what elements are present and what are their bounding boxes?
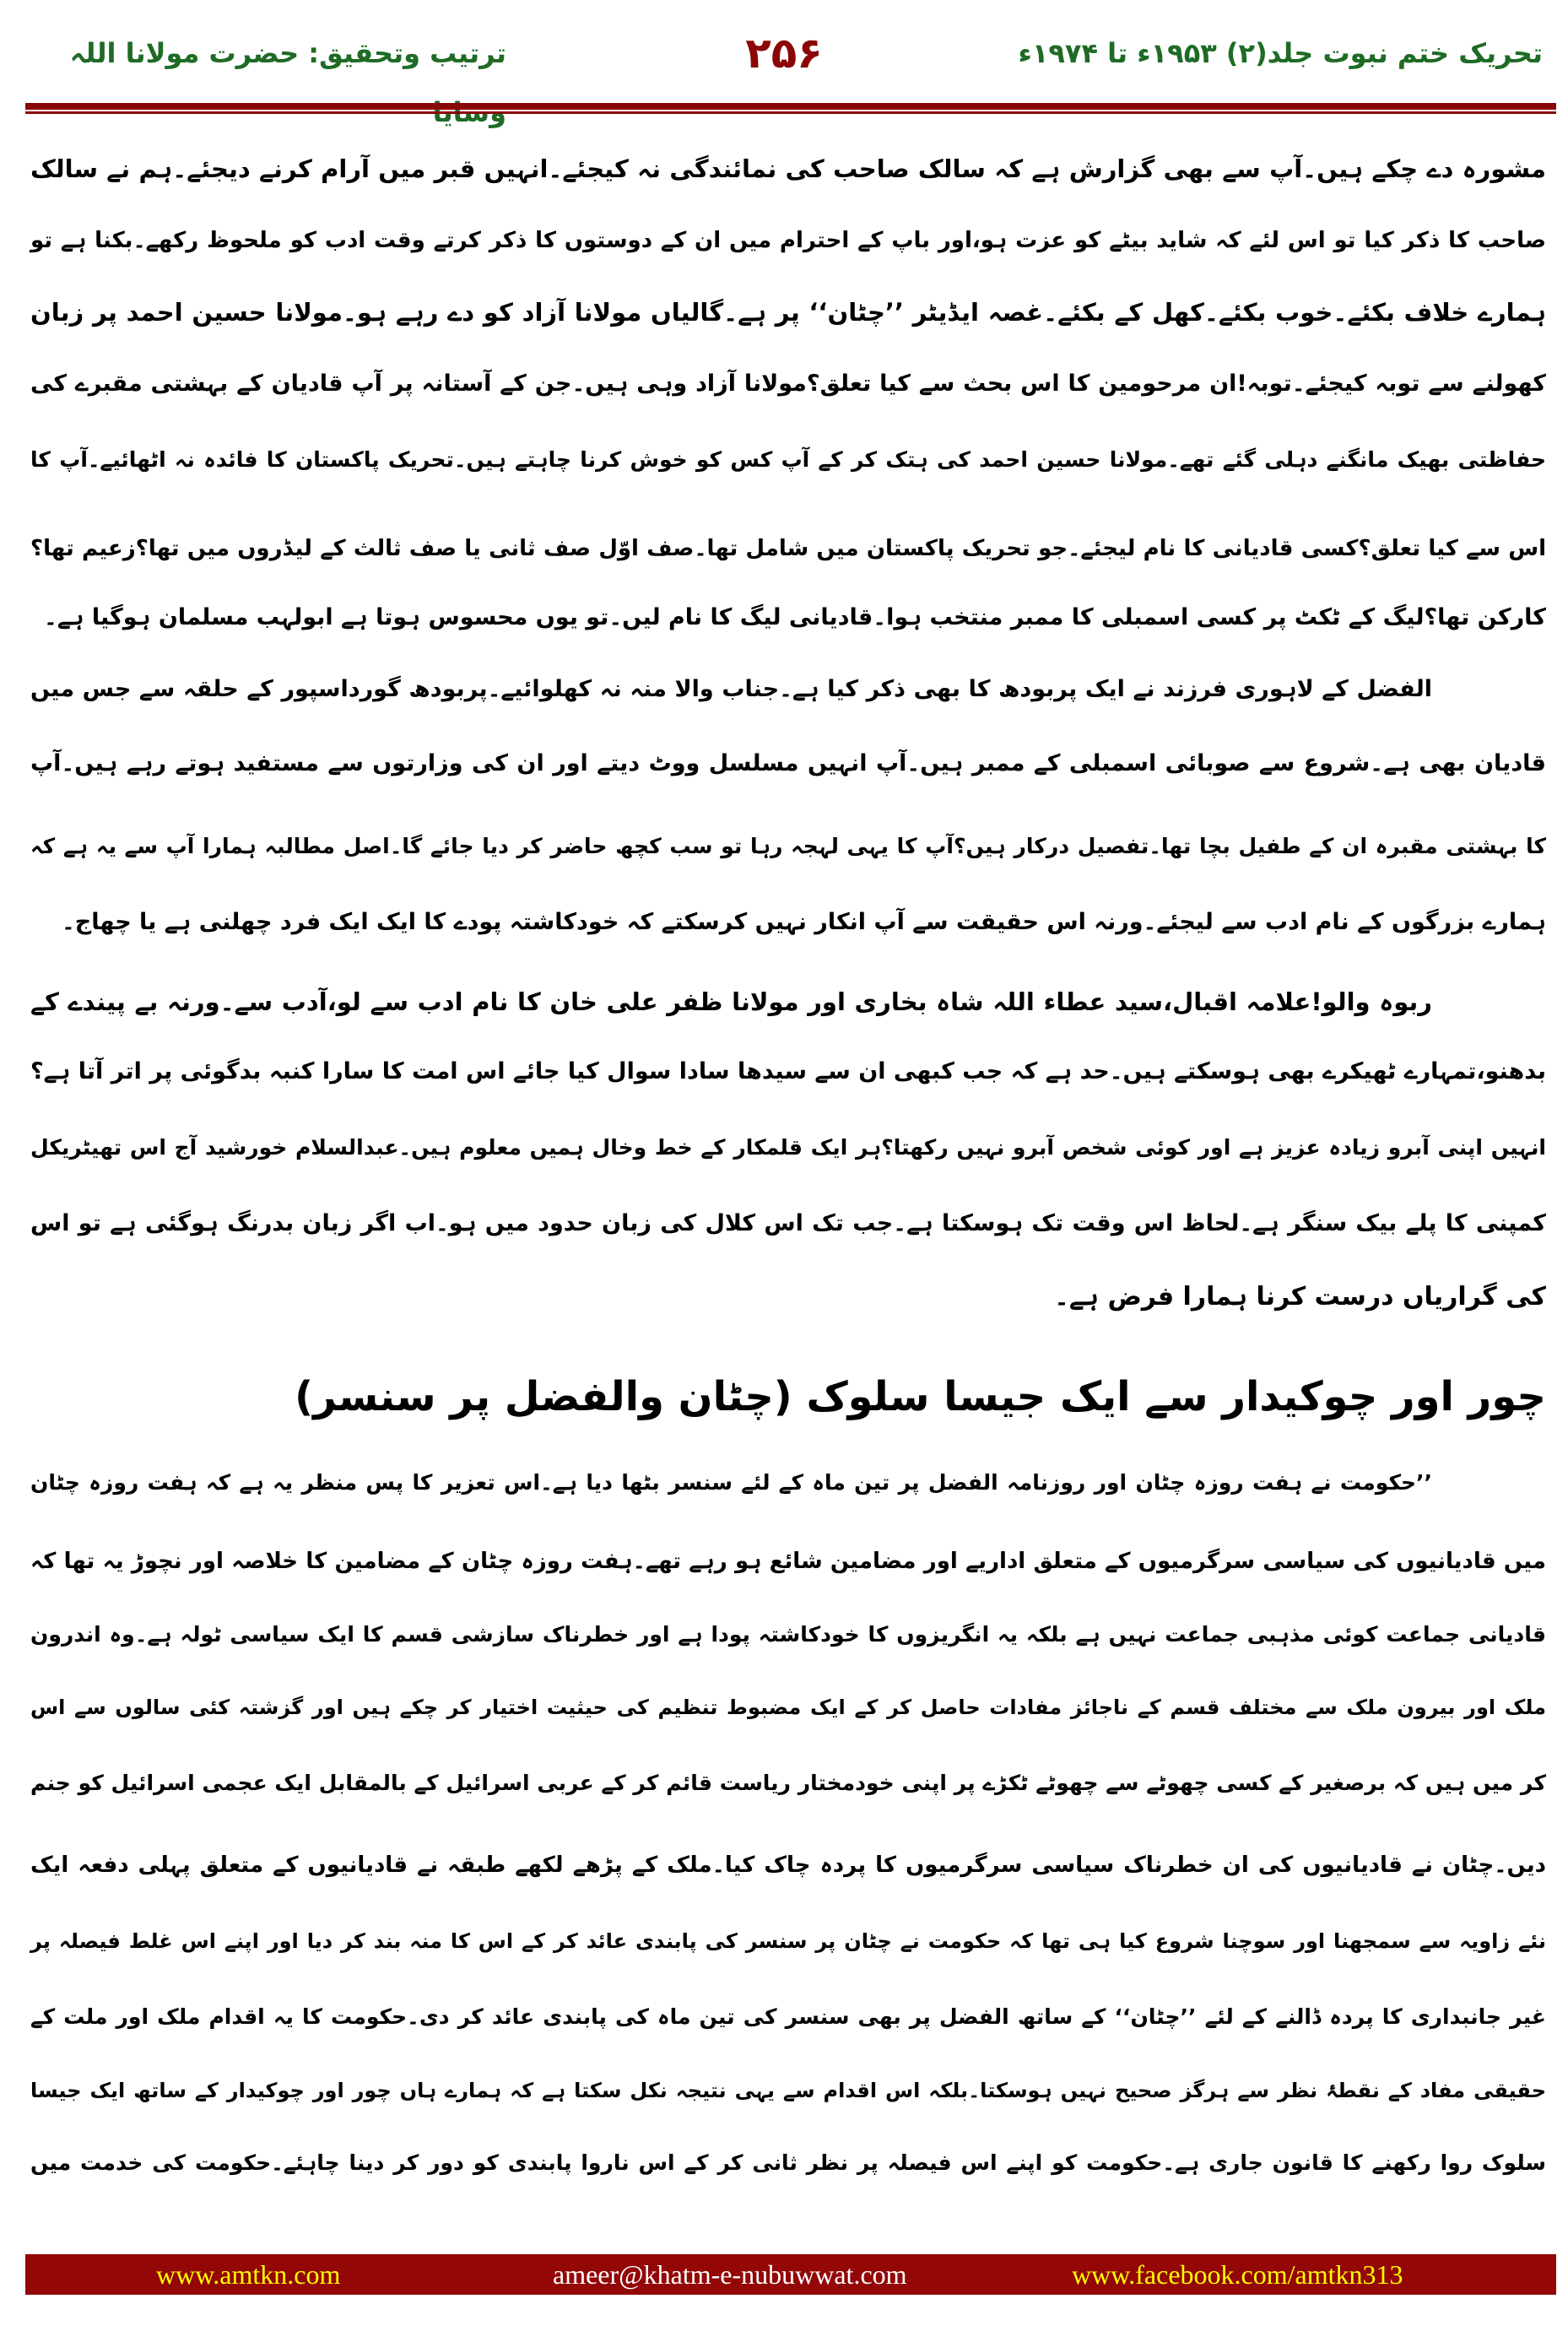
paragraph-p3-line: کی گراریاں درست کرنا ہمارا فرض ہے۔ <box>1054 1282 1546 1312</box>
paragraph-p1-line: مشورہ دے چکے ہیں۔آپ سے بھی گزارش ہے کہ سالک صاحب کی نمائندگی نہ کیجئے۔انہیں قبر میں آرام کرنے دیجئے۔ہم نے سالک <box>30 154 1546 183</box>
paragraph-p2-line: ہمارے بزرگوں کے نام ادب سے لیجئے۔ورنہ اس حقیقت سے آپ انکار نہیں کرسکتے کہ خودکاشتہ پودے کا ایک ایک فرد چھلنی ہے یا چھاج۔ <box>61 909 1546 935</box>
book-title: تحریک ختم نبوت جلد(۲) ۱۹۵۳ء تا ۱۹۷۴ء <box>1018 37 1543 69</box>
paragraph-p3-line: ربوہ والو!علامہ اقبال،سید عطاء اللہ شاہ بخاری اور مولانا ظفر علی خان کا نام ادب سے لو،آدب سے۔ورنہ بے پیندے کے <box>30 987 1432 1016</box>
paragraph-p4-line: غیر جانبداری کا پردہ ڈالنے کے لئے ’’چٹان‘‘ کے ساتھ الفضل پر بھی سنسر کی تین ماہ کی پابندی عائد کر دی۔حکومت کا یہ اقدام ملک اور ملت کے <box>30 2004 1546 2029</box>
page-number: ۲۵۶ <box>745 29 823 78</box>
paragraph-p4-line: حقیقی مفاد کے نقطۂ نظر سے ہرگز صحیح نہیں ہوسکتا۔بلکہ اس اقدام سے یہی نتیجہ نکل سکتا ہے کہ ہمارے ہاں چور اور چوکیدار کے ساتھ ایک جیسا <box>30 2079 1547 2102</box>
paragraph-p4-line: ملک اور بیرون ملک سے مختلف قسم کے ناجائز مفادات حاصل کر کے ایک مضبوط تنظیم کی حیثیت اختیار کر چکے ہیں اور گزشتہ کئی سالوں سے اس <box>30 1696 1546 1719</box>
paragraph-p4-line: میں قادیانیوں کی سیاسی سرگرمیوں کے متعلق اداریے اور مضامین شائع ہو رہے تھے۔ہفت روزہ چٹان کے مضامین کا خلاصہ اور نچوڑ یہ تھا کہ <box>30 1549 1546 1574</box>
paragraph-p1-line: حفاظتی بھیک مانگنے دہلی گئے تھے۔مولانا حسین احمد کی ہتک کر کے آپ کس کو خوش کرنا چاہتے ہیں۔تحریک پاکستان کا فائدہ نہ اٹھائیے۔آپ کا <box>30 447 1546 472</box>
paragraph-p3-line: کمپنی کا پلے بیک سنگر ہے۔لحاظ اس وقت تک ہوسکتا ہے۔جب تک اس کلال کی زبان حدود میں ہو۔اب اگر زبان بدرنگ ہوگئی ہے تو اس <box>30 1210 1546 1236</box>
paragraph-p2-line: قادیان بھی ہے۔شروع سے صوبائی اسمبلی کے ممبر ہیں۔آپ انہیں مسلسل ووٹ دیتے اور ان کی وزارتوں سے مستفید ہوتے رہے ہیں۔آپ <box>30 750 1546 776</box>
paragraph-p4-line: دیں۔چٹان نے قادیانیوں کی ان خطرناک سیاسی سرگرمیوں کا پردہ چاک کیا۔ملک کے پڑھے لکھے طبقہ نے قادیانیوں کے متعلق پہلی دفعہ ایک <box>30 1853 1546 1878</box>
paragraph-p3-line: انہیں اپنی آبرو زیادہ عزیز ہے اور کوئی شخص آبرو نہیں رکھتا؟ہر ایک قلمکار کے خط وخال ہمیں معلوم ہیں۔عبدالسلام خورشید آج اس تھیٹریکل <box>30 1135 1546 1160</box>
paragraph-p3-line: بدھنو،تمہارے ٹھیکرے بھی ہوسکتے ہیں۔حد ہے کہ جب کبھی ان سے سیدھا سادا سوال کیا جائے اس امت کا سارا کنبہ بدگوئی پر اتر آتا ہے؟ <box>30 1058 1546 1084</box>
paragraph-p2-line: کا بہشتی مقبرہ ان کے طفیل بچا تھا۔تفصیل درکار ہیں؟آپ کا یہی لہجہ رہا تو سب کچھ حاضر کر دیا جائے گا۔اصل مطالبہ ہمارا آپ سے یہ ہے کہ <box>30 834 1546 858</box>
paragraph-p4-line: سلوک روا رکھنے کا قانون جاری ہے۔حکومت کو اپنے اس فیصلہ پر نظر ثانی کر کے اس ناروا پابندی کو دور کر دینا چاہئے۔حکومت کی خدمت میں <box>30 2150 1546 2175</box>
website-link[interactable]: www.amtkn.com <box>156 2259 341 2290</box>
email-link[interactable]: ameer@khatm-e-nubuwwat.com <box>553 2259 907 2290</box>
footer-bar <box>25 2254 1556 2295</box>
paragraph-p2-line: الفضل کے لاہوری فرزند نے ایک پربودھ کا بھی ذکر کیا ہے۔جناب والا منہ نہ کھلوائیے۔پربودھ گورداسپور کے حلقہ سے جس میں <box>30 676 1432 702</box>
section-heading: چور اور چوکیدار سے ایک جیسا سلوک (چٹان والفضل پر سنسر) <box>295 1373 1546 1420</box>
facebook-link[interactable]: www.facebook.com/amtkn313 <box>1072 2259 1403 2290</box>
paragraph-p4-line: ’’حکومت نے ہفت روزہ چٹان اور روزنامہ الفضل پر تین ماہ کے لئے سنسر بٹھا دیا ہے۔اس تعزیر کا پس منظر یہ ہے کہ ہفت روزہ چٹان <box>30 1470 1432 1495</box>
paragraph-p1-line: کھولنے سے توبہ کیجئے۔توبہ!ان مرحومین کا اس بحث سے کیا تعلق؟مولانا آزاد وہی ہیں۔جن کے آستانہ پر آپ قادیان کے بہشتی مقبرے کی <box>30 371 1546 397</box>
paragraph-p1-line: کارکن تھا؟لیگ کے ٹکٹ پر کسی اسمبلی کا ممبر منتخب ہوا۔قادیانی لیگ کا نام لیں۔تو یوں محسوس ہوتا ہے ابولہب مسلمان ہوگیا ہے۔ <box>44 604 1546 630</box>
paragraph-p4-line: نئے زاویہ سے سمجھنا اور سوچنا شروع کیا ہی تھا کہ حکومت نے چٹان پر سنسر کی پابندی عائد کر کے اس کا منہ بند کر دیا اور اپنے اس غلط فیصلہ پر <box>30 1929 1546 1953</box>
header-rule-thin <box>25 111 1556 114</box>
paragraph-p1-line: ہمارے خلاف بکئے۔خوب بکئے۔کھل کے بکئے۔غصہ ایڈیٹر ’’چٹان‘‘ پر ہے۔گالیاں مولانا آزاد کو دے رہے ہو۔مولانا حسین احمد پر زبان <box>30 298 1546 327</box>
header-rule-thick <box>25 103 1556 110</box>
paragraph-p1-line: اس سے کیا تعلق؟کسی قادیانی کا نام لیجئے۔جو تحریک پاکستان میں شامل تھا۔صف اوّل صف ثانی یا صف ثالث کے لیڈروں میں تھا؟زعیم تھا؟ <box>30 536 1546 561</box>
compiler-credit: ترتیب وتحقیق: حضرت مولانا اللہ <box>69 37 506 69</box>
paragraph-p4-line: کر میں ہیں کہ برصغیر کے کسی چھوٹے سے چھوٹے ٹکڑے پر اپنی خودمختار ریاست قائم کر کے عربی اسرائیل کے بالمقابل ایک عجمی اسرائیل کو جنم <box>30 1771 1546 1795</box>
paragraph-p4-line: قادیانی جماعت کوئی مذہبی جماعت نہیں ہے بلکہ یہ انگریزوں کا خودکاشتہ پودا ہے اور خطرناک سازشی قسم کا ایک سیاسی ٹولہ ہے۔وہ اندرون <box>30 1622 1546 1647</box>
paragraph-p1-line: صاحب کا ذکر کیا تو اس لئے کہ شاید بیٹے کو عزت ہو،اور باپ کے احترام میں ان کے دوستوں کا ذکر کرتے وقت ادب کو ملحوظ رکھے۔بکنا ہے تو <box>30 228 1546 253</box>
